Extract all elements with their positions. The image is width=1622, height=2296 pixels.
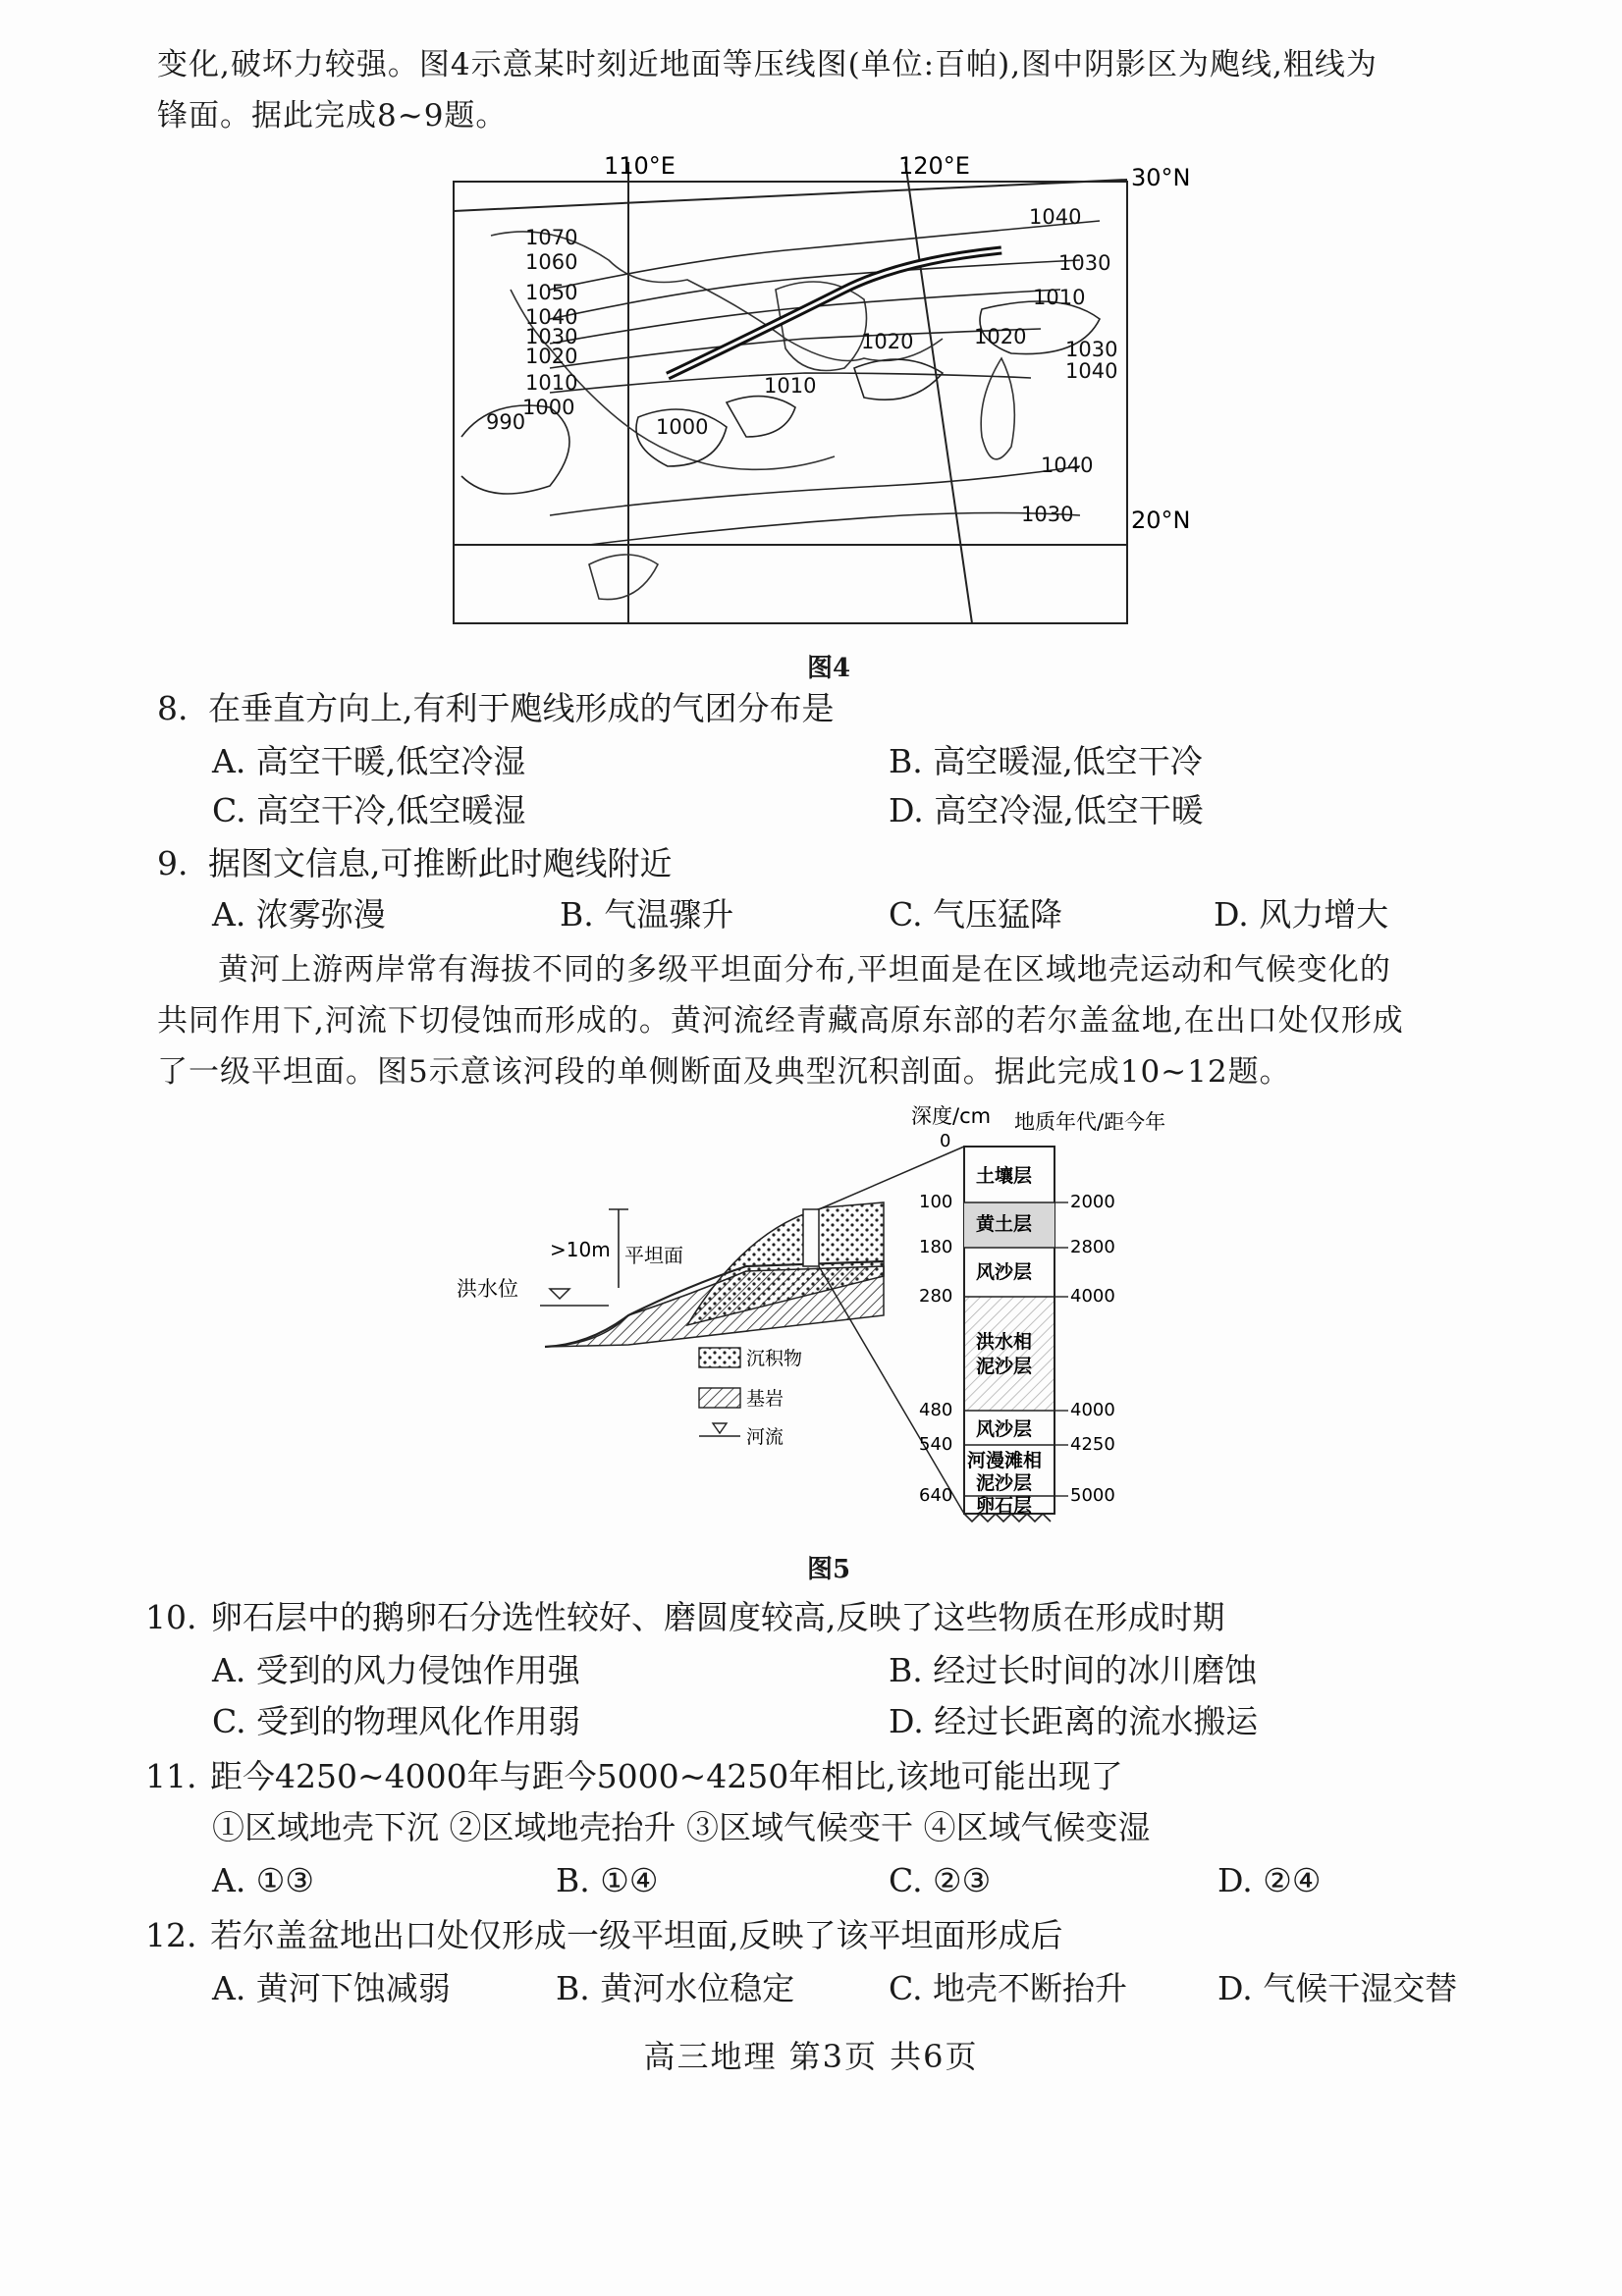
q8-option-c[interactable]: C. 高空干冷,低空暖湿	[212, 791, 526, 829]
age-labels	[1070, 1192, 1115, 1506]
q9-option-b[interactable]: B. 气温骤升	[560, 895, 734, 934]
lat-label-30: 30°N	[1131, 164, 1191, 191]
depth-label: 480	[919, 1400, 953, 1420]
age-label: 2000	[1070, 1192, 1115, 1212]
isobar-label: 1040	[1041, 454, 1094, 477]
q8-option-b[interactable]: B. 高空暖湿,低空干冷	[889, 742, 1203, 780]
intro-line-2: 锋面。据此完成8~9题。	[157, 98, 508, 133]
depth-header: 深度/cm	[911, 1104, 992, 1128]
isobar-labels	[486, 205, 1117, 526]
isobar-label: 1020	[974, 325, 1027, 348]
figure4-caption: 图4	[807, 654, 851, 683]
flood-level-label: 洪水位	[457, 1277, 518, 1301]
isobar-label: 1000	[522, 396, 575, 419]
question-stem: 若尔盖盆地出口处仅形成一级平坦面,反映了该平坦面形成后	[210, 1916, 1063, 1954]
q8-option-d[interactable]: D. 高空冷湿,低空干暖	[889, 791, 1204, 829]
q10-option-c[interactable]: C. 受到的物理风化作用弱	[212, 1702, 581, 1740]
isobar-label: 1020	[525, 345, 578, 368]
question-11	[145, 1757, 1123, 1796]
q10-option-d[interactable]: D. 经过长距离的流水搬运	[889, 1702, 1259, 1740]
isobar-label: 1030	[525, 325, 578, 348]
legend-river: 河流	[746, 1426, 784, 1448]
depth-label: 100	[919, 1192, 953, 1212]
layer-labels	[967, 1164, 1042, 1517]
depth-label: 640	[919, 1485, 953, 1506]
question-number: 11.	[145, 1757, 197, 1795]
layer-label: 风沙层	[976, 1418, 1033, 1440]
q8-option-a[interactable]: A. 高空干暖,低空冷湿	[212, 742, 526, 780]
isobar-label: 1010	[525, 371, 578, 395]
question-12	[145, 1916, 1063, 1955]
q9-option-d[interactable]: D. 风力增大	[1214, 895, 1389, 934]
q11-statements: ①区域地壳下沉 ②区域地壳抬升 ③区域气候变干 ④区域气候变湿	[212, 1808, 1151, 1846]
q11-option-c[interactable]: C. ②③	[889, 1861, 992, 1899]
q12-option-d[interactable]: D. 气候干湿交替	[1217, 1969, 1458, 2007]
q11-option-a[interactable]: A. ①③	[212, 1861, 314, 1899]
figure4-isobar-map	[0, 142, 1622, 653]
layer-label: 卵石层	[976, 1495, 1033, 1517]
isobar-label: 1010	[764, 374, 817, 398]
intro-line-1: 变化,破坏力较强。图4示意某时刻近地面等压线图(单位:百帕),图中阴影区为飑线,粗线为	[157, 47, 1378, 82]
passage-2-line-2: 共同作用下,河流下切侵蚀而形成的。黄河流经青藏高原东部的若尔盖盆地,在出口处仅形成	[157, 1003, 1404, 1039]
q12-option-b[interactable]: B. 黄河水位稳定	[556, 1969, 795, 2007]
figure5-caption: 图5	[807, 1555, 851, 1584]
q11-option-d[interactable]: D. ②④	[1217, 1861, 1322, 1899]
q9-option-a[interactable]: A. 浓雾弥漫	[212, 895, 386, 934]
question-stem: 在垂直方向上,有利于飑线形成的气团分布是	[208, 689, 835, 727]
depth-labels	[919, 1131, 952, 1506]
age-label: 4000	[1070, 1400, 1115, 1420]
legend-bedrock: 基岩	[746, 1388, 784, 1410]
layer-label: 河漫滩相	[967, 1450, 1043, 1471]
q9-option-c[interactable]: C. 气压猛降	[889, 895, 1063, 934]
depth-label: 0	[940, 1131, 951, 1151]
age-label: 5000	[1070, 1485, 1115, 1506]
isobar-label: 1040	[525, 305, 578, 329]
question-stem: 据图文信息,可推断此时飑线附近	[208, 844, 673, 882]
question-number: 8.	[157, 689, 189, 727]
passage-2-line-1: 黄河上游两岸常有海拔不同的多级平坦面分布,平坦面是在区域地壳运动和气候变化的	[218, 952, 1391, 988]
lat-label-20: 20°N	[1131, 507, 1191, 534]
isobar-label: 1000	[656, 415, 709, 439]
layer-label: 黄土层	[976, 1213, 1033, 1235]
question-stem: 距今4250~4000年与距今5000~4250年相比,该地可能出现了	[210, 1757, 1123, 1795]
question-stem: 卵石层中的鹅卵石分选性较好、磨圆度较高,反映了这些物质在形成时期	[210, 1598, 1225, 1636]
question-number: 10.	[145, 1598, 197, 1636]
question-10	[145, 1598, 1225, 1637]
isobar-label: 990	[486, 410, 526, 434]
lon-label-110: 110°E	[604, 152, 676, 180]
lon-label-120: 120°E	[898, 152, 970, 180]
figure5-terrace-profile	[0, 1099, 1622, 1551]
layer-label: 泥沙层	[976, 1356, 1033, 1377]
passage-2	[157, 944, 1492, 1097]
intro-paragraph	[157, 39, 1492, 141]
terrace-label: 平坦面	[624, 1244, 683, 1267]
legend-sediment: 沉积物	[746, 1348, 803, 1369]
age-label: 2800	[1070, 1237, 1115, 1257]
page-footer: 高三地理 第3页 共6页	[643, 2038, 979, 2075]
layer-label: 洪水相	[976, 1331, 1033, 1353]
q12-option-c[interactable]: C. 地壳不断抬升	[889, 1969, 1128, 2007]
question-number: 9.	[157, 844, 189, 882]
depth-label: 540	[919, 1434, 953, 1455]
isobar-label: 1010	[1033, 286, 1086, 309]
age-label: 4250	[1070, 1434, 1115, 1455]
isobar-label: 1030	[1058, 251, 1111, 275]
age-label: 4000	[1070, 1286, 1115, 1307]
q10-option-a[interactable]: A. 受到的风力侵蚀作用强	[212, 1651, 580, 1689]
layer-label: 风沙层	[976, 1261, 1033, 1283]
isobar-label: 1030	[1021, 503, 1074, 526]
question-8	[157, 689, 835, 728]
age-header: 地质年代/距今年	[1014, 1110, 1166, 1134]
height-label: >10m	[550, 1238, 611, 1261]
isobar-label: 1060	[525, 250, 578, 274]
depth-label: 280	[919, 1286, 953, 1307]
question-9	[157, 844, 673, 883]
depth-label: 180	[919, 1237, 953, 1257]
question-number: 12.	[145, 1916, 197, 1954]
layer-label: 泥沙层	[976, 1472, 1033, 1494]
q12-option-a[interactable]: A. 黄河下蚀减弱	[212, 1969, 451, 2007]
q10-option-b[interactable]: B. 经过长时间的冰川磨蚀	[889, 1651, 1258, 1689]
layer-label: 土壤层	[976, 1165, 1033, 1187]
passage-2-line-3: 了一级平坦面。图5示意该河段的单侧断面及典型沉积剖面。据此完成10~12题。	[157, 1054, 1291, 1090]
isobar-label: 1040	[1029, 205, 1082, 229]
isobar-label: 1040	[1065, 359, 1118, 383]
isobar-label: 1070	[525, 226, 578, 249]
q11-option-b[interactable]: B. ①④	[556, 1861, 659, 1899]
isobar-label: 1050	[525, 281, 578, 304]
isobar-label: 1030	[1065, 338, 1118, 361]
isobar-label: 1020	[861, 330, 914, 353]
